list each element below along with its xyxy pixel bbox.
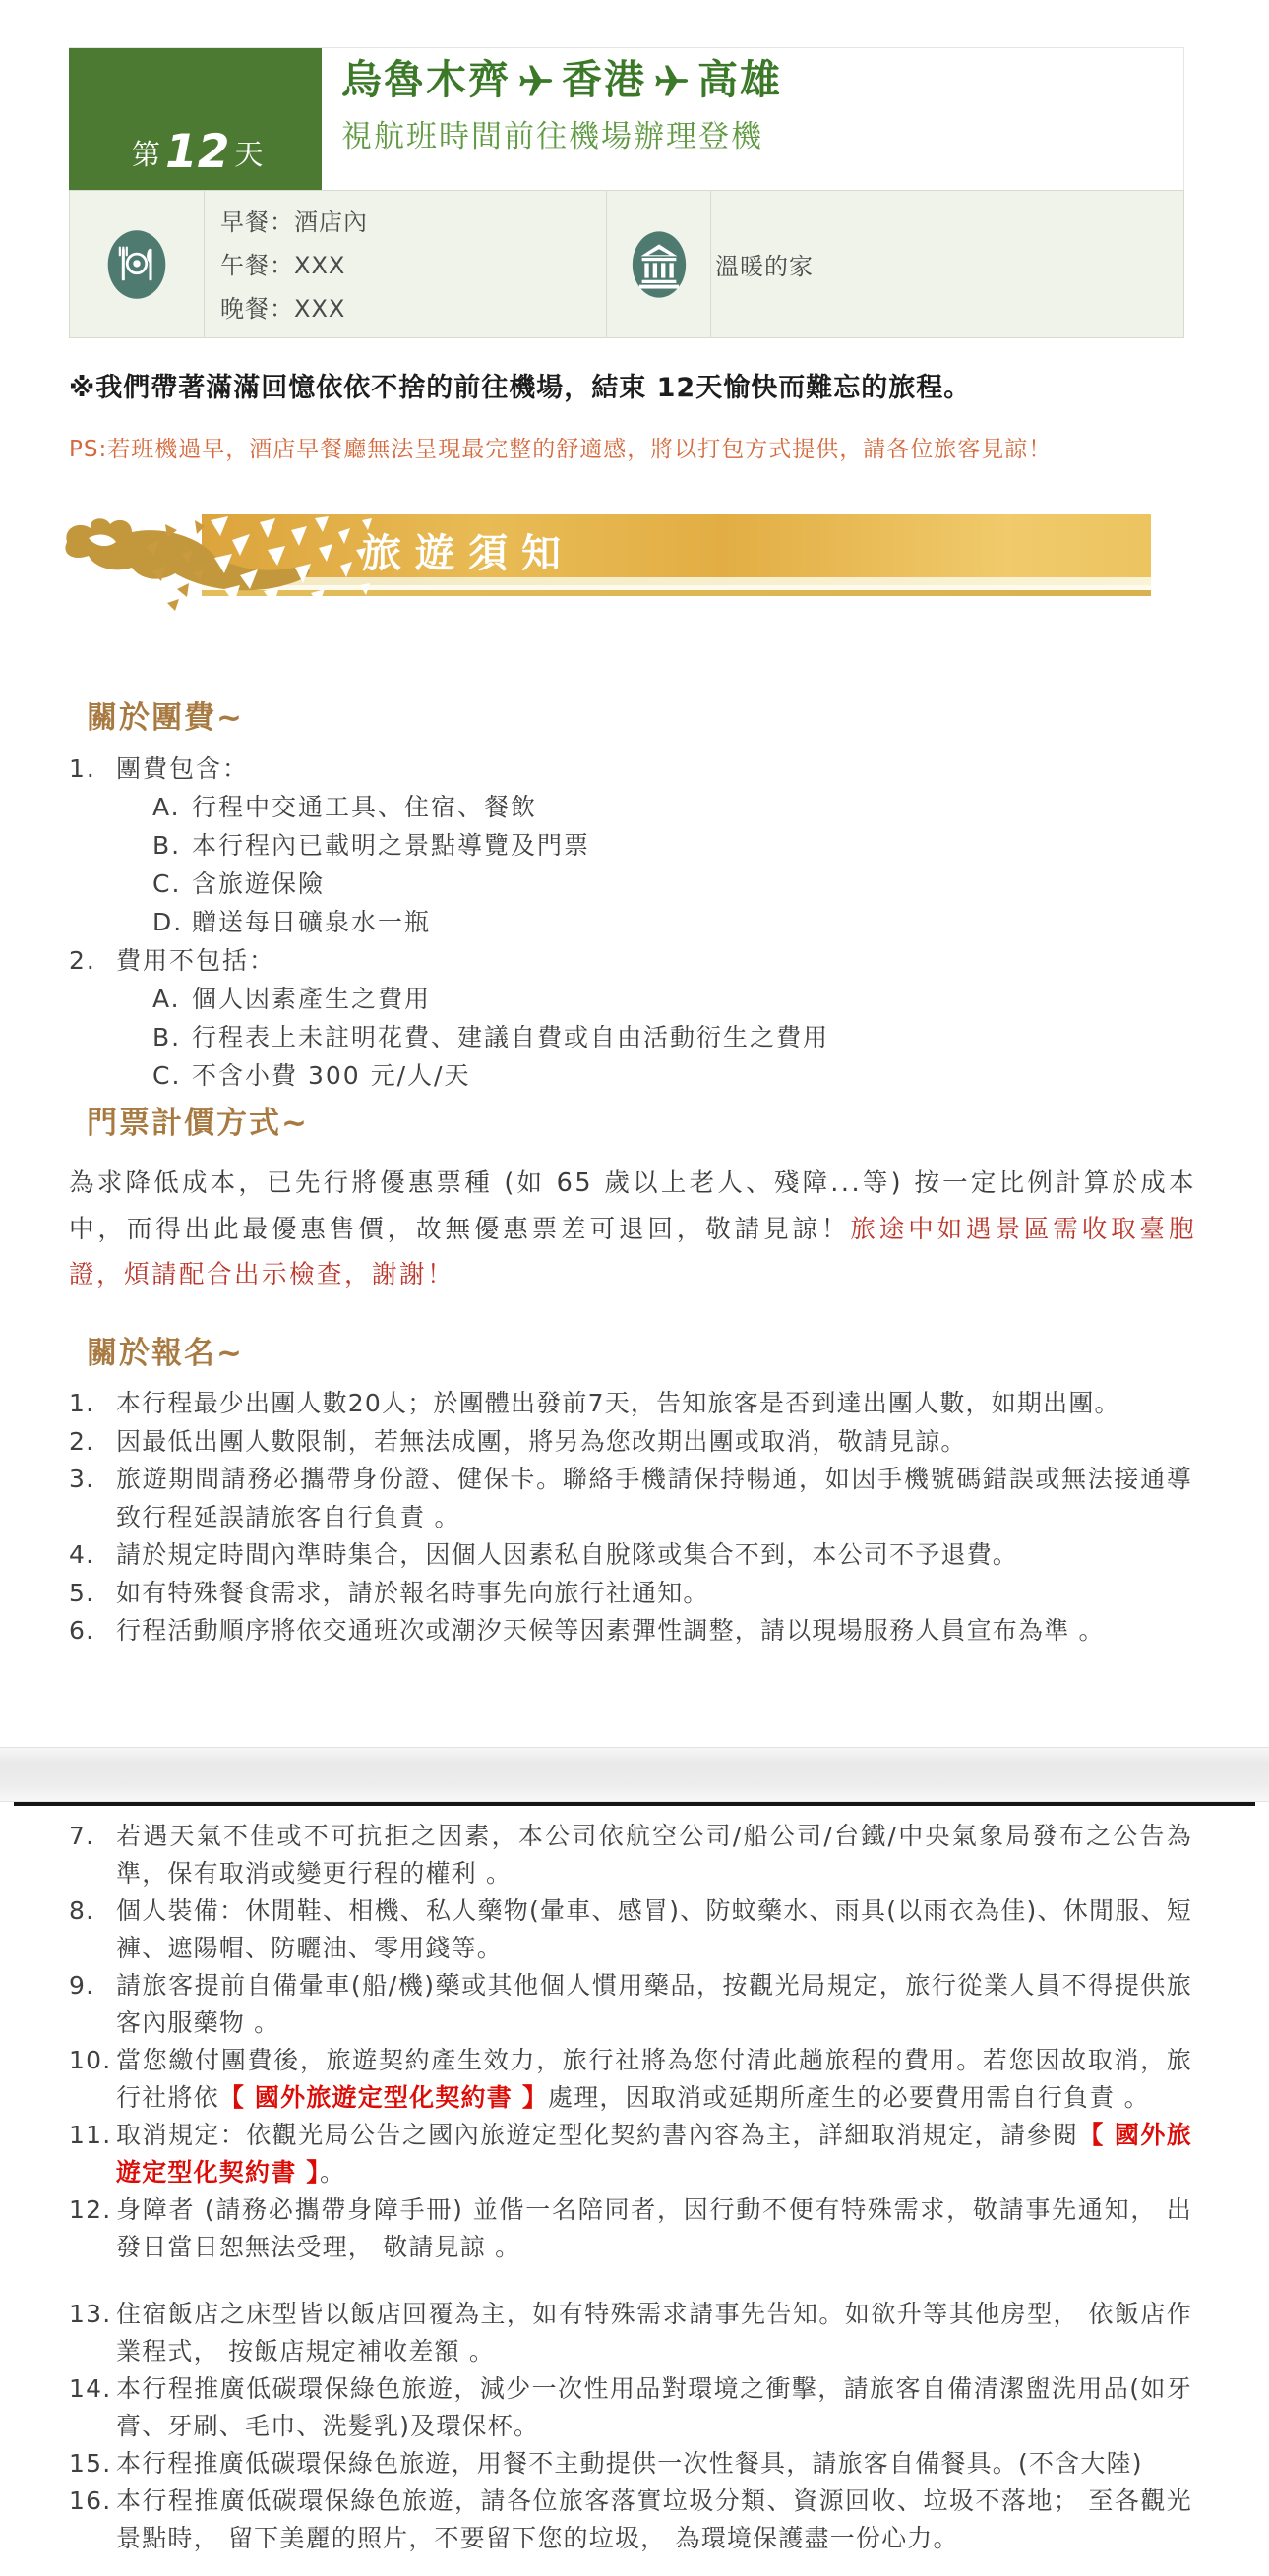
text-segment: 本行程推廣低碳環保綠色旅遊，請各位旅客落實垃圾分類、資源回收、垃圾不落地； 至各觀光景點時， 留下美麗的照片，不要留下您的垃圾， 為環境保護盡一份心力。 — [116, 2486, 1192, 2552]
list-item-text — [192, 788, 1192, 826]
day-number: 12 — [165, 125, 230, 179]
route-city: 香港 — [562, 56, 646, 103]
text-segment: 本行程最少出團人數20人；於團體出發前7天，告知旅客是否到達出團人數，如期出團。 — [116, 1389, 1120, 1417]
list-item-number: 2. — [69, 1426, 95, 1456]
list-item-number: 8. — [69, 1896, 95, 1925]
list-item-text — [116, 2042, 1192, 2117]
list-item — [152, 903, 1192, 941]
list-item-number: B. — [152, 831, 182, 860]
text-segment: 請於規定時間內準時集合，因個人因素私自脫隊或集合不到，本公司不予退費。 — [116, 1540, 1019, 1569]
list-item-number: 12. — [69, 2195, 112, 2224]
text-segment: 處理，因取消或延期所產生的必要費用需自行負責 。 — [548, 2083, 1150, 2112]
signup-section-heading: 關於報名~ — [87, 1336, 244, 1371]
text-segment: 個人因素產生之費用 — [192, 985, 432, 1013]
route-city: 烏魯木齊 — [341, 56, 511, 103]
text-segment: 本行程推廣低碳環保綠色旅遊，用餐不主動提供一次性餐具，請旅客自備餐具。(不含大陸) — [116, 2449, 1143, 2478]
text-segment: 住宿飯店之床型皆以飯店回覆為主，如有特殊需求請事先告知。如欲升等其他房型， 依飯店作業程式， 按飯店規定補收差額 。 — [116, 2300, 1192, 2366]
list-item — [69, 749, 1192, 788]
list-item-number: A. — [152, 985, 181, 1013]
hotel-icon-cell — [607, 191, 711, 337]
itinerary-subtitle: 視航班時間前往機場辦理登機 — [341, 119, 763, 155]
list-item-text — [116, 1461, 1192, 1536]
list-item — [69, 1575, 1192, 1613]
text-segment: 取消規定：依觀光局公告之國內旅遊定型化契約書內容為主，詳細取消規定，請參閱 — [116, 2121, 1079, 2149]
route-city: 高雄 — [697, 56, 782, 103]
ticket-section-heading: 門票計價方式~ — [87, 1106, 309, 1141]
list-item — [69, 1536, 1192, 1575]
banner-title: 旅遊須知 — [362, 531, 574, 576]
day-suffix: 天 — [234, 138, 264, 171]
text-segment: 行程活動順序將依交通班次或潮汐天候等因素彈性調整，請以現場服務人員宣布為準 。 — [116, 1616, 1105, 1645]
day-number-box — [69, 48, 322, 190]
meal-dinner: 晚餐：XXX — [220, 295, 346, 323]
hotel-icon — [627, 227, 692, 302]
text-segment: 旅途中如遇景區需收取臺胞證，煩請配合出示檢查，謝謝！ — [69, 1214, 1196, 1289]
travel-notice-banner — [0, 507, 1269, 617]
list-item-text — [116, 1967, 1192, 2042]
text-segment: 如有特殊餐食需求，請於報名時事先向旅行社通知。 — [116, 1578, 709, 1607]
sublist — [152, 788, 1192, 941]
page-divider-line — [14, 1802, 1255, 1806]
list-item — [152, 788, 1192, 826]
plane-icon — [652, 61, 692, 100]
list-item-text — [116, 1818, 1192, 1892]
fees-list — [69, 749, 1192, 1095]
list-item-number: 1. — [69, 1389, 95, 1417]
text-segment: 不含小費 300 元/人/天 — [192, 1061, 471, 1090]
list-item — [69, 1967, 1192, 2042]
restaurant-icon — [104, 227, 169, 302]
list-item — [69, 1385, 1192, 1423]
text-segment: 贈送每日礦泉水一瓶 — [192, 908, 432, 936]
meals-row — [69, 190, 1184, 338]
list-item-number: 7. — [69, 1822, 95, 1850]
list-item — [152, 1018, 1192, 1056]
list-item-text — [116, 2191, 1192, 2266]
text-segment: 團費包含： — [116, 754, 250, 783]
text-segment: 請旅客提前自備暈車(船/機)藥或其他個人慣用藥品，按觀光局規定，旅行從業人員不得提供旅客內服藥物 。 — [116, 1971, 1192, 2037]
text-segment: 含旅遊保險 — [192, 869, 326, 898]
list-item — [69, 2296, 1192, 2370]
list-item — [152, 826, 1192, 865]
list-item-number: 14. — [69, 2374, 112, 2403]
list-item-text — [116, 1385, 1192, 1423]
list-item-text — [192, 903, 1192, 941]
list-item-text — [192, 980, 1192, 1018]
text-segment: 當您繳付團費後，旅遊契約產生效力，旅行社將為您付清此趟旅程的費用。若您因故取消，旅行社將依 — [116, 2046, 1192, 2112]
list-item-text — [116, 749, 1192, 788]
list-item-text — [192, 1056, 1192, 1095]
text-segment: 本行程推廣低碳環保綠色旅遊，減少一次性用品對環境之衝擊，請旅客自備清潔盥洗用品(如牙膏、牙刷、毛巾、洗髮乳)及環保杯。 — [116, 2374, 1192, 2440]
day-header-row — [69, 47, 1184, 190]
list-item-text — [116, 2483, 1192, 2557]
list-item-text — [116, 941, 1192, 980]
text-segment: 【 國外旅遊定型化契約書 】 — [116, 2121, 1192, 2187]
list-item-text — [116, 2117, 1192, 2191]
meals-list — [205, 191, 607, 337]
list-item — [69, 2483, 1192, 2557]
list-item-text — [116, 2296, 1192, 2370]
itinerary-title — [341, 58, 1183, 102]
list-item-text — [116, 1536, 1192, 1575]
list-item-number: 11. — [69, 2121, 112, 2149]
signup-list — [69, 1385, 1192, 1650]
day-label — [132, 122, 264, 179]
list-item-number: 2. — [69, 946, 96, 975]
list-item — [69, 1423, 1192, 1462]
list-item-number: 4. — [69, 1540, 95, 1569]
page-break-gap — [0, 1747, 1269, 1802]
text-segment: 為求降低成本，已先行將優惠票種 (如 65 歲以上老人、殘障...等) 按一定比例計算於成本中，而得出此最優惠售價，故無優惠票差可退回，敬請見諒！ — [69, 1168, 1196, 1244]
list-item — [152, 865, 1192, 903]
list-item — [69, 1818, 1192, 1892]
text-segment: 因最低出團人數限制，若無法成團，將另為您改期出團或取消，敬請見諒。 — [116, 1426, 967, 1456]
text-segment: 個人裝備：休閒鞋、相機、私人藥物(暈車、感冒)、防蚊藥水、雨具(以雨衣為佳)、休閒服、短褲、遮陽帽、防曬油、零用錢等。 — [116, 1896, 1192, 1962]
list-item-number: D. — [152, 908, 184, 936]
list-item — [69, 1461, 1192, 1536]
list-item-number: B. — [152, 1023, 182, 1051]
stay-label: 溫暖的家 — [715, 253, 814, 280]
list-item — [69, 941, 1192, 980]
list-item-text — [116, 1575, 1192, 1613]
list-item — [152, 980, 1192, 1018]
list-item — [69, 2191, 1192, 2266]
list-item-text — [116, 2445, 1192, 2483]
list-item — [69, 2445, 1192, 2483]
list-item — [69, 2370, 1192, 2445]
list-item-number: 1. — [69, 754, 96, 783]
text-segment: 本行程內已載明之景點導覽及門票 — [192, 831, 591, 860]
fees-section-heading: 關於團費~ — [87, 700, 244, 736]
text-segment: 旅遊期間請務必攜帶身份證、健保卡。聯絡手機請保持暢通，如因手機號碼錯誤或無法接通導致行程延誤請旅客自行負責 。 — [116, 1465, 1192, 1531]
list-item-text — [116, 1423, 1192, 1462]
list-item-number: 3. — [69, 1465, 95, 1493]
list-item — [69, 2117, 1192, 2191]
list-item-number: C. — [152, 869, 182, 898]
list-item-number: C. — [152, 1061, 182, 1090]
list-item-number: 15. — [69, 2449, 112, 2478]
day-title-cell — [322, 48, 1183, 190]
list-item-text — [116, 1612, 1192, 1650]
meal-lunch: 午餐：XXX — [220, 252, 346, 279]
day-prefix: 第 — [132, 138, 161, 171]
list-item — [152, 1056, 1192, 1095]
list-item-number: A. — [152, 793, 181, 821]
list-item — [69, 2042, 1192, 2117]
sublist — [152, 980, 1192, 1095]
plane-icon — [516, 61, 556, 100]
text-segment: 行程表上未註明花費、建議自費或自由活動衍生之費用 — [192, 1023, 830, 1051]
list-item-text — [116, 1892, 1192, 1967]
list-item-text — [192, 865, 1192, 903]
list-item-number: 9. — [69, 1971, 95, 2000]
day-header-table — [69, 47, 1184, 338]
text-segment: 若遇天氣不佳或不可抗拒之因素，本公司依航空公司/船公司/台鐵/中央氣象局發布之公告為準，保有取消或變更行程的權利 。 — [116, 1822, 1192, 1887]
ps-note: PS:若班機過早，酒店早餐廳無法呈現最完整的舒適感，將以打包方式提供，請各位旅客見諒！ — [69, 437, 1053, 462]
text-segment: 。 — [320, 2158, 346, 2187]
list-item-text — [192, 1018, 1192, 1056]
list-item-number: 16. — [69, 2486, 112, 2515]
meals-icon-cell — [70, 191, 205, 337]
list-item — [69, 1892, 1192, 1967]
meal-breakfast: 早餐：酒店內 — [220, 209, 368, 236]
list-item-number: 5. — [69, 1578, 95, 1607]
text-segment: 身障者 (請務必攜帶身障手冊) 並偕一名陪同者，因行動不便有特殊需求，敬請事先通知， 出發日當日恕無法受理， 敬請見諒 。 — [116, 2195, 1192, 2261]
text-segment: 【 國外旅遊定型化契約書 】 — [218, 2083, 549, 2112]
text-segment: 行程中交通工具、住宿、餐飲 — [192, 793, 538, 821]
list-item-number: 10. — [69, 2046, 112, 2074]
notice-continuation-list — [69, 1818, 1192, 2557]
list-item — [69, 1612, 1192, 1650]
list-item-number: 6. — [69, 1616, 95, 1645]
text-segment: 費用不包括： — [116, 946, 276, 975]
list-item-text — [116, 2370, 1192, 2445]
list-item-text — [192, 826, 1192, 865]
farewell-note: ※我們帶著滿滿回憶依依不捨的前往機場，結束 12天愉快而難忘的旅程。 — [69, 373, 972, 403]
list-item-number: 13. — [69, 2300, 112, 2328]
ticket-paragraph — [69, 1161, 1196, 1298]
